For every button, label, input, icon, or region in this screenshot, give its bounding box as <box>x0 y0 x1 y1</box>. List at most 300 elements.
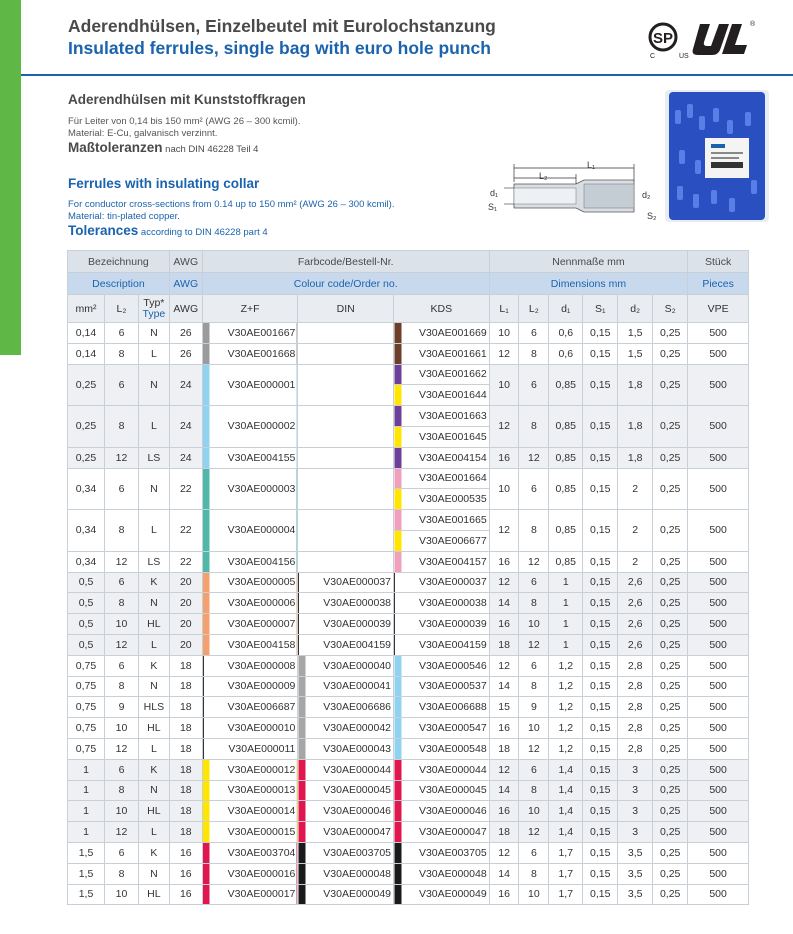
cell-l2b: 10 <box>519 614 549 635</box>
cell-l2b: 8 <box>519 593 549 614</box>
col-kds: KDS <box>394 295 490 323</box>
cell-kds: V30AE000049 <box>394 884 490 905</box>
cell-d2: 1,5 <box>618 323 653 344</box>
cell-s2: 0,25 <box>653 406 688 448</box>
cell-l1: 18 <box>489 738 519 759</box>
cell-s2: 0,25 <box>653 364 688 406</box>
header-awg-de: AWG <box>169 251 202 273</box>
table-row <box>68 468 749 489</box>
cell-awg: 22 <box>169 468 202 510</box>
table-row <box>68 759 749 780</box>
cell-kds: V30AE000045 <box>394 780 490 801</box>
cell-type: N <box>138 676 169 697</box>
cell-mm2: 0,75 <box>68 697 105 718</box>
cell-l1: 12 <box>489 759 519 780</box>
cell-l2: 8 <box>105 780 139 801</box>
cell-s1: 0,15 <box>583 822 618 843</box>
cell-type: HLS <box>138 697 169 718</box>
col-awg: AWG <box>169 295 202 323</box>
cell-type: L <box>138 343 169 364</box>
cell-s1: 0,15 <box>583 343 618 364</box>
cell-l2b: 6 <box>519 364 549 406</box>
cell-din: V30AE000039 <box>298 614 394 635</box>
cell-s2: 0,25 <box>653 718 688 739</box>
cell-vpe: 500 <box>688 718 749 739</box>
cell-l1: 12 <box>489 406 519 448</box>
cell-s2: 0,25 <box>653 634 688 655</box>
cell-l2: 10 <box>105 801 139 822</box>
cell-l2b: 6 <box>519 323 549 344</box>
ul-logo-icon <box>693 20 756 55</box>
cell-l2: 8 <box>105 593 139 614</box>
cell-s1: 0,15 <box>583 593 618 614</box>
cell-zf: V30AE004155 <box>202 447 298 468</box>
cell-d2: 1,5 <box>618 343 653 364</box>
text-de-line1: Für Leiter von 0,14 bis 150 mm² (AWG 26 – 300 kcmil). <box>68 116 301 127</box>
cell-s2: 0,25 <box>653 447 688 468</box>
cell-type: K <box>138 842 169 863</box>
cell-awg: 22 <box>169 551 202 572</box>
cell-l2b: 12 <box>519 634 549 655</box>
cell-vpe: 500 <box>688 780 749 801</box>
svg-text:SP: SP <box>652 30 674 47</box>
cell-s2: 0,25 <box>653 863 688 884</box>
header-row-de <box>68 251 749 273</box>
cell-s2: 0,25 <box>653 572 688 593</box>
cell-vpe: 500 <box>688 759 749 780</box>
cell-vpe: 500 <box>688 572 749 593</box>
cell-d1: 1,7 <box>549 863 583 884</box>
cell-s1: 0,15 <box>583 738 618 759</box>
cell-d2: 3 <box>618 801 653 822</box>
cell-s2: 0,25 <box>653 822 688 843</box>
cell-vpe: 500 <box>688 842 749 863</box>
cell-d2: 2,6 <box>618 614 653 635</box>
cell-awg: 16 <box>169 863 202 884</box>
cell-vpe: 500 <box>688 406 749 448</box>
cell-d1: 1,2 <box>549 738 583 759</box>
cell-l2: 6 <box>105 655 139 676</box>
cell-din: V30AE000049 <box>298 884 394 905</box>
cell-l2: 8 <box>105 676 139 697</box>
cell-d2: 1,8 <box>618 447 653 468</box>
cell-mm2: 1,5 <box>68 842 105 863</box>
cell-vpe: 500 <box>688 634 749 655</box>
cell-kds: V30AE001661 <box>394 343 490 364</box>
cell-zf: V30AE000015 <box>202 822 298 843</box>
cell-d2: 3,5 <box>618 863 653 884</box>
ferrule-dimension-drawing <box>484 160 664 222</box>
cell-din: V30AE000037 <box>298 572 394 593</box>
header-bezeichnung: Bezeichnung <box>68 251 170 273</box>
label-s2: S₂ <box>647 211 657 221</box>
header-pieces: Pieces <box>688 273 749 295</box>
cell-zf: V30AE000013 <box>202 780 298 801</box>
cell-din: V30AE004159 <box>298 634 394 655</box>
header-nennmasse: Nennmaße mm <box>489 251 688 273</box>
cell-s2: 0,25 <box>653 801 688 822</box>
cell-s1: 0,15 <box>583 551 618 572</box>
cell-l2b: 6 <box>519 572 549 593</box>
cell-l2: 6 <box>105 842 139 863</box>
page-title-en: Insulated ferrules, single bag with euro hole punch <box>68 38 491 58</box>
csa-logo-icon <box>650 24 689 60</box>
table-row <box>68 801 749 822</box>
cell-vpe: 500 <box>688 863 749 884</box>
cell-d2: 2,8 <box>618 655 653 676</box>
product-bag-photo <box>665 90 769 222</box>
cell-type: K <box>138 572 169 593</box>
table-row <box>68 364 749 385</box>
cell-d2: 1,8 <box>618 364 653 406</box>
cell-din: V30AE000045 <box>298 780 394 801</box>
cell-s1: 0,15 <box>583 884 618 905</box>
cell-kds: V30AE001645 <box>394 426 490 447</box>
cell-d1: 0,85 <box>549 551 583 572</box>
cell-kds: V30AE000547 <box>394 718 490 739</box>
cell-type: N <box>138 863 169 884</box>
cell-l1: 16 <box>489 614 519 635</box>
cell-d2: 2,8 <box>618 676 653 697</box>
cell-type: L <box>138 634 169 655</box>
table-row <box>68 884 749 905</box>
cell-din: V30AE000041 <box>298 676 394 697</box>
header-awg-en: AWG <box>169 273 202 295</box>
cell-type: L <box>138 510 169 552</box>
cell-s2: 0,25 <box>653 780 688 801</box>
cell-d1: 0,85 <box>549 364 583 406</box>
cell-d1: 0,85 <box>549 447 583 468</box>
label-d1: d₁ <box>490 188 499 198</box>
cell-kds: V30AE006688 <box>394 697 490 718</box>
cell-l2b: 6 <box>519 655 549 676</box>
cell-vpe: 500 <box>688 447 749 468</box>
cell-kds: V30AE001665 <box>394 510 490 531</box>
cell-l2: 6 <box>105 364 139 406</box>
cell-awg: 18 <box>169 822 202 843</box>
cell-din <box>298 510 394 552</box>
cell-mm2: 1,5 <box>68 863 105 884</box>
label-s1: S₁ <box>488 202 498 212</box>
table-row <box>68 697 749 718</box>
cell-zf: V30AE000007 <box>202 614 298 635</box>
cell-l2: 6 <box>105 323 139 344</box>
cell-l2b: 8 <box>519 343 549 364</box>
cell-l1: 14 <box>489 780 519 801</box>
cell-mm2: 0,34 <box>68 551 105 572</box>
cell-din: V30AE003705 <box>298 842 394 863</box>
cell-l2b: 6 <box>519 759 549 780</box>
cell-l1: 12 <box>489 842 519 863</box>
cell-s2: 0,25 <box>653 468 688 510</box>
cell-d2: 2,8 <box>618 738 653 759</box>
cell-l2b: 10 <box>519 718 549 739</box>
page-title-de: Aderendhülsen, Einzelbeutel mit Eurolochstanzung <box>68 16 496 36</box>
cell-l2: 12 <box>105 551 139 572</box>
cell-mm2: 0,75 <box>68 738 105 759</box>
cell-s1: 0,15 <box>583 510 618 552</box>
cell-d2: 2,8 <box>618 697 653 718</box>
cell-din <box>298 343 394 364</box>
cell-zf: V30AE000002 <box>202 406 298 448</box>
cell-s2: 0,25 <box>653 655 688 676</box>
cell-vpe: 500 <box>688 510 749 552</box>
cell-kds: V30AE000048 <box>394 863 490 884</box>
cell-mm2: 1 <box>68 780 105 801</box>
cell-kds: V30AE004159 <box>394 634 490 655</box>
cell-d2: 2 <box>618 551 653 572</box>
cell-d2: 2,6 <box>618 572 653 593</box>
cell-zf: V30AE000009 <box>202 676 298 697</box>
cell-type: LS <box>138 551 169 572</box>
cell-din: V30AE000044 <box>298 759 394 780</box>
cell-kds: V30AE006677 <box>394 530 490 551</box>
label-l2: L₂ <box>539 171 548 181</box>
cell-d1: 1 <box>549 593 583 614</box>
table-row <box>68 634 749 655</box>
cell-vpe: 500 <box>688 614 749 635</box>
cell-kds: V30AE001662 <box>394 364 490 385</box>
cell-d1: 1,7 <box>549 842 583 863</box>
cell-l2b: 8 <box>519 863 549 884</box>
cell-awg: 26 <box>169 343 202 364</box>
cell-l2b: 12 <box>519 551 549 572</box>
cell-s2: 0,25 <box>653 884 688 905</box>
cell-l2: 8 <box>105 510 139 552</box>
col-din: DIN <box>298 295 394 323</box>
cell-vpe: 500 <box>688 822 749 843</box>
cell-l1: 12 <box>489 572 519 593</box>
cell-l2b: 10 <box>519 801 549 822</box>
cell-kds: V30AE003705 <box>394 842 490 863</box>
cell-s2: 0,25 <box>653 759 688 780</box>
cell-d2: 2 <box>618 468 653 510</box>
cell-d1: 1,2 <box>549 676 583 697</box>
table-row <box>68 343 749 364</box>
ferrule-table <box>67 250 749 905</box>
cell-kds: V30AE000046 <box>394 801 490 822</box>
cell-s1: 0,15 <box>583 323 618 344</box>
cell-s1: 0,15 <box>583 863 618 884</box>
cell-vpe: 500 <box>688 468 749 510</box>
cell-din: V30AE000047 <box>298 822 394 843</box>
cell-s1: 0,15 <box>583 780 618 801</box>
cell-s1: 0,15 <box>583 406 618 448</box>
cell-s1: 0,15 <box>583 655 618 676</box>
cell-awg: 24 <box>169 406 202 448</box>
cell-l1: 18 <box>489 822 519 843</box>
cell-din: V30AE000038 <box>298 593 394 614</box>
csa-us-label: US <box>679 53 689 60</box>
cell-l1: 14 <box>489 676 519 697</box>
cell-type: LS <box>138 447 169 468</box>
cell-kds: V30AE001664 <box>394 468 490 489</box>
cell-type: N <box>138 593 169 614</box>
cell-din: V30AE000046 <box>298 801 394 822</box>
cell-type: HL <box>138 801 169 822</box>
table-row <box>68 676 749 697</box>
cell-mm2: 0,14 <box>68 343 105 364</box>
cell-l2: 10 <box>105 718 139 739</box>
table-row <box>68 406 749 427</box>
cell-mm2: 0,25 <box>68 406 105 448</box>
heading-de: Aderendhülsen mit Kunststoffkragen <box>68 92 306 107</box>
cell-mm2: 0,75 <box>68 676 105 697</box>
col-l2-dim: L₂ <box>519 295 549 323</box>
col-vpe: VPE <box>688 295 749 323</box>
col-l2: L₂ <box>105 295 139 323</box>
cell-zf: V30AE000001 <box>202 364 298 406</box>
cell-l2: 8 <box>105 406 139 448</box>
title-divider <box>21 74 793 76</box>
cell-zf: V30AE000017 <box>202 884 298 905</box>
cell-awg: 24 <box>169 447 202 468</box>
cell-s2: 0,25 <box>653 842 688 863</box>
col-s2: S₂ <box>653 295 688 323</box>
table-row <box>68 655 749 676</box>
cell-l2: 12 <box>105 822 139 843</box>
cell-s1: 0,15 <box>583 447 618 468</box>
table-row <box>68 593 749 614</box>
cell-kds: V30AE000546 <box>394 655 490 676</box>
cell-s1: 0,15 <box>583 718 618 739</box>
cell-zf: V30AE000011 <box>202 738 298 759</box>
cell-s1: 0,15 <box>583 634 618 655</box>
cell-mm2: 1 <box>68 822 105 843</box>
cell-l1: 12 <box>489 655 519 676</box>
col-zf: Z+F <box>202 295 298 323</box>
table-row <box>68 323 749 344</box>
cell-din: V30AE006686 <box>298 697 394 718</box>
cell-s1: 0,15 <box>583 801 618 822</box>
cell-type: K <box>138 655 169 676</box>
cell-kds: V30AE001669 <box>394 323 490 344</box>
col-type-en: Type <box>142 307 166 320</box>
cell-zf: V30AE000004 <box>202 510 298 552</box>
cell-l2: 12 <box>105 447 139 468</box>
cell-zf: V30AE000012 <box>202 759 298 780</box>
cell-awg: 16 <box>169 842 202 863</box>
cell-vpe: 500 <box>688 343 749 364</box>
cell-d1: 0,6 <box>549 323 583 344</box>
cell-l2: 8 <box>105 863 139 884</box>
cell-d1: 1,2 <box>549 697 583 718</box>
cell-d1: 1,7 <box>549 884 583 905</box>
cell-s2: 0,25 <box>653 551 688 572</box>
cell-kds: V30AE000038 <box>394 593 490 614</box>
text-de-line2: Material: E-Cu, galvanisch verzinnt. <box>68 128 218 139</box>
cell-s2: 0,25 <box>653 343 688 364</box>
col-d2: d₂ <box>618 295 653 323</box>
tolerance-en <box>68 223 268 238</box>
cell-s1: 0,15 <box>583 364 618 406</box>
cell-s1: 0,15 <box>583 572 618 593</box>
cell-d2: 1,8 <box>618 406 653 448</box>
cell-awg: 18 <box>169 697 202 718</box>
cell-awg: 24 <box>169 364 202 406</box>
cell-d2: 2,6 <box>618 634 653 655</box>
cell-kds: V30AE000039 <box>394 614 490 635</box>
cell-l1: 14 <box>489 863 519 884</box>
cell-vpe: 500 <box>688 676 749 697</box>
header-row-columns <box>68 295 749 323</box>
cell-l2b: 12 <box>519 738 549 759</box>
cell-zf: V30AE006687 <box>202 697 298 718</box>
cell-awg: 20 <box>169 614 202 635</box>
cell-zf: V30AE004156 <box>202 551 298 572</box>
text-en-line2: Material: tin-plated copper. <box>68 211 180 222</box>
cell-l1: 18 <box>489 634 519 655</box>
heading-en: Ferrules with insulating collar <box>68 176 260 191</box>
table-row <box>68 551 749 572</box>
cell-l1: 16 <box>489 801 519 822</box>
cell-s1: 0,15 <box>583 614 618 635</box>
cell-d2: 3,5 <box>618 884 653 905</box>
cell-mm2: 0,34 <box>68 510 105 552</box>
cell-d1: 1,4 <box>549 759 583 780</box>
cell-mm2: 0,34 <box>68 468 105 510</box>
cell-d1: 0,85 <box>549 510 583 552</box>
table-row <box>68 822 749 843</box>
cell-din <box>298 447 394 468</box>
cell-s2: 0,25 <box>653 738 688 759</box>
table-row <box>68 780 749 801</box>
cell-l2b: 8 <box>519 406 549 448</box>
cell-l1: 16 <box>489 718 519 739</box>
cell-din <box>298 468 394 510</box>
cell-zf: V30AE000006 <box>202 593 298 614</box>
cell-kds: V30AE004154 <box>394 447 490 468</box>
cell-l2b: 10 <box>519 884 549 905</box>
cell-s1: 0,15 <box>583 842 618 863</box>
cell-s1: 0,15 <box>583 676 618 697</box>
cell-awg: 18 <box>169 676 202 697</box>
cell-mm2: 1 <box>68 801 105 822</box>
cell-type: N <box>138 468 169 510</box>
cell-vpe: 500 <box>688 364 749 406</box>
cell-awg: 18 <box>169 759 202 780</box>
tolerance-en-rest: according to DIN 46228 part 4 <box>138 227 268 238</box>
cell-l1: 16 <box>489 884 519 905</box>
header-colour-code: Colour code/Order no. <box>202 273 489 295</box>
ul-registered-mark: ® <box>750 21 756 28</box>
cell-l2b: 12 <box>519 822 549 843</box>
cell-zf: V30AE003704 <box>202 842 298 863</box>
cell-s2: 0,25 <box>653 614 688 635</box>
cell-l2b: 12 <box>519 447 549 468</box>
header-description: Description <box>68 273 170 295</box>
label-l1: L₁ <box>587 160 596 170</box>
col-typ-de: Typ* <box>143 296 165 309</box>
cell-l2: 12 <box>105 738 139 759</box>
cell-vpe: 500 <box>688 323 749 344</box>
cell-din <box>298 323 394 344</box>
cell-vpe: 500 <box>688 801 749 822</box>
cell-d2: 3,5 <box>618 842 653 863</box>
cell-l2: 12 <box>105 634 139 655</box>
certification-logos <box>646 16 792 62</box>
cell-zf: V30AE000003 <box>202 468 298 510</box>
cell-vpe: 500 <box>688 655 749 676</box>
col-type <box>138 295 169 323</box>
cell-type: HL <box>138 614 169 635</box>
cell-l2b: 6 <box>519 468 549 510</box>
cell-d2: 2 <box>618 510 653 552</box>
header-stueck: Stück <box>688 251 749 273</box>
cell-din <box>298 406 394 448</box>
cell-din <box>298 364 394 406</box>
cell-zf: V30AE004158 <box>202 634 298 655</box>
